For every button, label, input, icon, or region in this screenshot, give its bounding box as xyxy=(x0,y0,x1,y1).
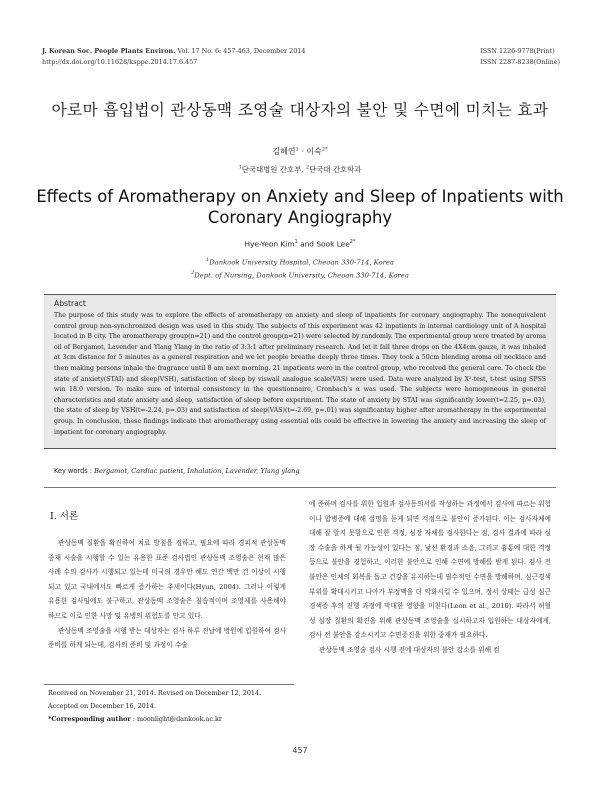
journal-name: J. Korean Soc. People Plants Environ. xyxy=(42,47,176,55)
keywords-line xyxy=(54,467,300,475)
journal-header xyxy=(42,46,305,68)
intro-paragraph-2: 관상동맥 조영술을 시행 받는 대상자는 검사 하루 전날에 병원에 입원하여 검사준비를 하게 되는데, 검사의 준비 및 과정이 수술 xyxy=(48,626,286,650)
corresponding-email[interactable]: : moonlight@dankook.ac.kr xyxy=(132,715,222,723)
aff-ko-2: 단국대 간호학과 xyxy=(309,165,362,174)
issn-block xyxy=(480,46,560,68)
author-1-en: Hye-Yeon Kim xyxy=(244,239,295,249)
title-english: Effects of Aromatherapy on Anxiety and Sleep of Inpatients with Coronary Angiography xyxy=(36,187,564,227)
affiliation-korean xyxy=(0,164,600,175)
volume-info: Vol. 17 No. 6: 457-463, December 2014 xyxy=(175,47,306,55)
received-note: Received on November 21, 2014. Revised on December 12, 2014. xyxy=(48,689,262,697)
right-column-body xyxy=(309,497,551,658)
author-1-ko-sup: 1 xyxy=(295,146,299,153)
abstract-heading: Abstract xyxy=(54,299,86,308)
author-1-ko: 김혜연 xyxy=(272,147,296,156)
aff-ko-sup2: 2 xyxy=(305,164,310,171)
footnote-divider xyxy=(44,684,294,685)
author-separator: · xyxy=(298,147,307,156)
aff-en-1: Dankook University Hospital, Cheoan 330-714, Korea xyxy=(209,258,394,267)
author-and: and xyxy=(297,239,317,249)
authors-english xyxy=(0,239,600,248)
section-title-introduction: I. 서론 xyxy=(50,511,79,522)
keywords-label: Key words : xyxy=(54,467,95,475)
aff-en-sup2: 2 xyxy=(191,270,195,277)
doi-link[interactable]: http://dx.doi.org/10.11628/ksppe.2014.17.6.457 xyxy=(42,58,198,66)
footnotes xyxy=(48,687,261,726)
intro-paragraph-1: 관상동맥 질환을 확진하여 치료 방침을 정하고, 필요에 따라 경피적 관상동맥 중재 시술을 시행할 수 있는 유용한 표준 검사법인 관상동맥 조영술은 현재 많은 사례 수의 검사가 시행되고 있는데 미국의 경우만 해도 연간 백만 건 이상이 시행되고 있고 국내에서도 빠르게 증가하는 추세이다(Hyun, 2004). 그러나 이렇게 유용한 검사임에도 불구하고, 관상동맥 조영술은 침습적이며 조영제를 사용해야 하므로 이로 인한 사망 및 유병의 위험도를 안고 있다. xyxy=(48,539,286,620)
accepted-note: Accepted on December 16, 2014. xyxy=(48,702,156,710)
author-2-ko: 이숙 xyxy=(306,147,322,156)
page-number: 457 xyxy=(292,746,308,755)
issn-print: ISSN 1226-9778(Print) xyxy=(480,47,555,55)
affiliation-english xyxy=(0,255,600,282)
abstract-box xyxy=(44,294,556,449)
aff-ko-1: 단국대병원 간호부, xyxy=(241,165,306,174)
corresponding-note xyxy=(48,713,261,726)
abstract-text: The purpose of this study was to explore the effects of aromatherapy on anxiety and sleep of inpatients for coronary angiography. The nonequivalent control group non-synchronized design was used in this study. The subjects of this experiment was 42 inpatients in internal cardiology unit of A hospital located in B city. The aromatherapy group(n=21) and the control group(n=21) were selected by randomly. The experimental group were treated by aroma oil of Bergamot, Lavender and Ylang Ylang in the ratio of 3:3:1 after preliminary research. And let it fall three drops on the 4X4cm gauze, it was inhaled at 3cm distance for 5 minutes as a general respiration and we let people breathe deeply three times. They took a 50cm blending aroma oil necklace and then making persons inhale the fragrance until 8 am next morning. 21 inpatients were in the control group, who received the general care. To check the state of anxiety(STAI) and sleep(VSH), satisfaction of sleep by viswail analogue scale(VAS) were used. Data were analyzed by X²-test, t-test using SPSS win 18.0 version. To make sure of internal consistency in the questionnaire, Cronbach's α was used. The subjects were homogeneous in general characteristics and state anxiety and sleep, satisfaction of sleep before experiment. The state of anxiety by STAI was significantly lower(t=2.25, p=.03), the state of sleep by VSH(t=-2.24, p=.03) and satisfaction of sleep(VAS)(t=-2.69, p=.01) was significantay higher after aromatherapy in the experimental group. In conclusion, these findings indicate that aromatherapy using essential oils could be effective in lowering the anxiety and increasing the sleep of inpatient for coronary angiography. xyxy=(54,312,546,436)
title-korean: 아로마 흡입법이 관상동맥 조영술 대상자의 불안 및 수면에 미치는 효과 xyxy=(51,101,549,119)
aff-ko-sup1: 1 xyxy=(238,164,242,171)
aff-en-sup1: 1 xyxy=(206,257,210,263)
author-2-en: Sook Lee xyxy=(316,239,350,249)
section-divider xyxy=(44,487,556,488)
issn-online: ISSN 2287-8238(Online) xyxy=(480,58,560,66)
keywords-values: Bergamot, Cardiac patient, Inhalation, Lavender, Ylang ylang xyxy=(94,467,300,475)
author-2-en-sup: 2* xyxy=(349,239,356,245)
right-paragraph-1: 에 준하며 검사를 위한 입원과 검사동의서를 작성하는 과정에서 검사에 따르는 위험이나 합병증에 대해 설명을 듣게 되면 걱정으로 불안이 증가된다. 이는 검사자체에 대해 잘 알지 못함으로 인한 걱정, 심장 자체를 검사한다는 점, 검사 결과에 따라 심장 수술을 하게 될 가능성이 있다는 점, 낯선 환경과 소음, 그리고 흉통에 대한 걱정 등으로 불안을 경험하고, 이러한 불안으로 인해 수면에 방해를 받게 된다. 검사 전 불안은 인체의 회복을 돕고 건강을 유지하는데 필수적인 수면을 방해하며, 심근경색 부위를 확대시키고 나아가 부정맥을 더 악화시킬 수 있으며, 정서 상태는 급성 심근경색증 후의 진행 과정에 막대한 영향을 미친다(Leon et al., 2010). 따라서 허혈성 심장 질환의 확진을 위해 관상동맥 조영술을 실시하고자 입원하는 대상자에게, 검사 전 불안을 감소시키고 수면증진을 위한 중재가 필요하다. xyxy=(309,500,551,640)
author-1-en-sup: 1 xyxy=(294,239,298,245)
author-2-ko-sup: 2* xyxy=(321,146,328,153)
corresponding-label: *Corresponding author xyxy=(48,715,131,723)
authors-korean xyxy=(0,146,600,157)
left-column-body xyxy=(48,536,286,653)
right-paragraph-2: 관상동맥 조영술 검사 시행 전에 대상자의 불안 감소를 위해 컴 xyxy=(319,645,500,654)
aff-en-2: Dept. of Nursing, Dankook University, Cheoan 330-714, Korea xyxy=(194,271,409,280)
